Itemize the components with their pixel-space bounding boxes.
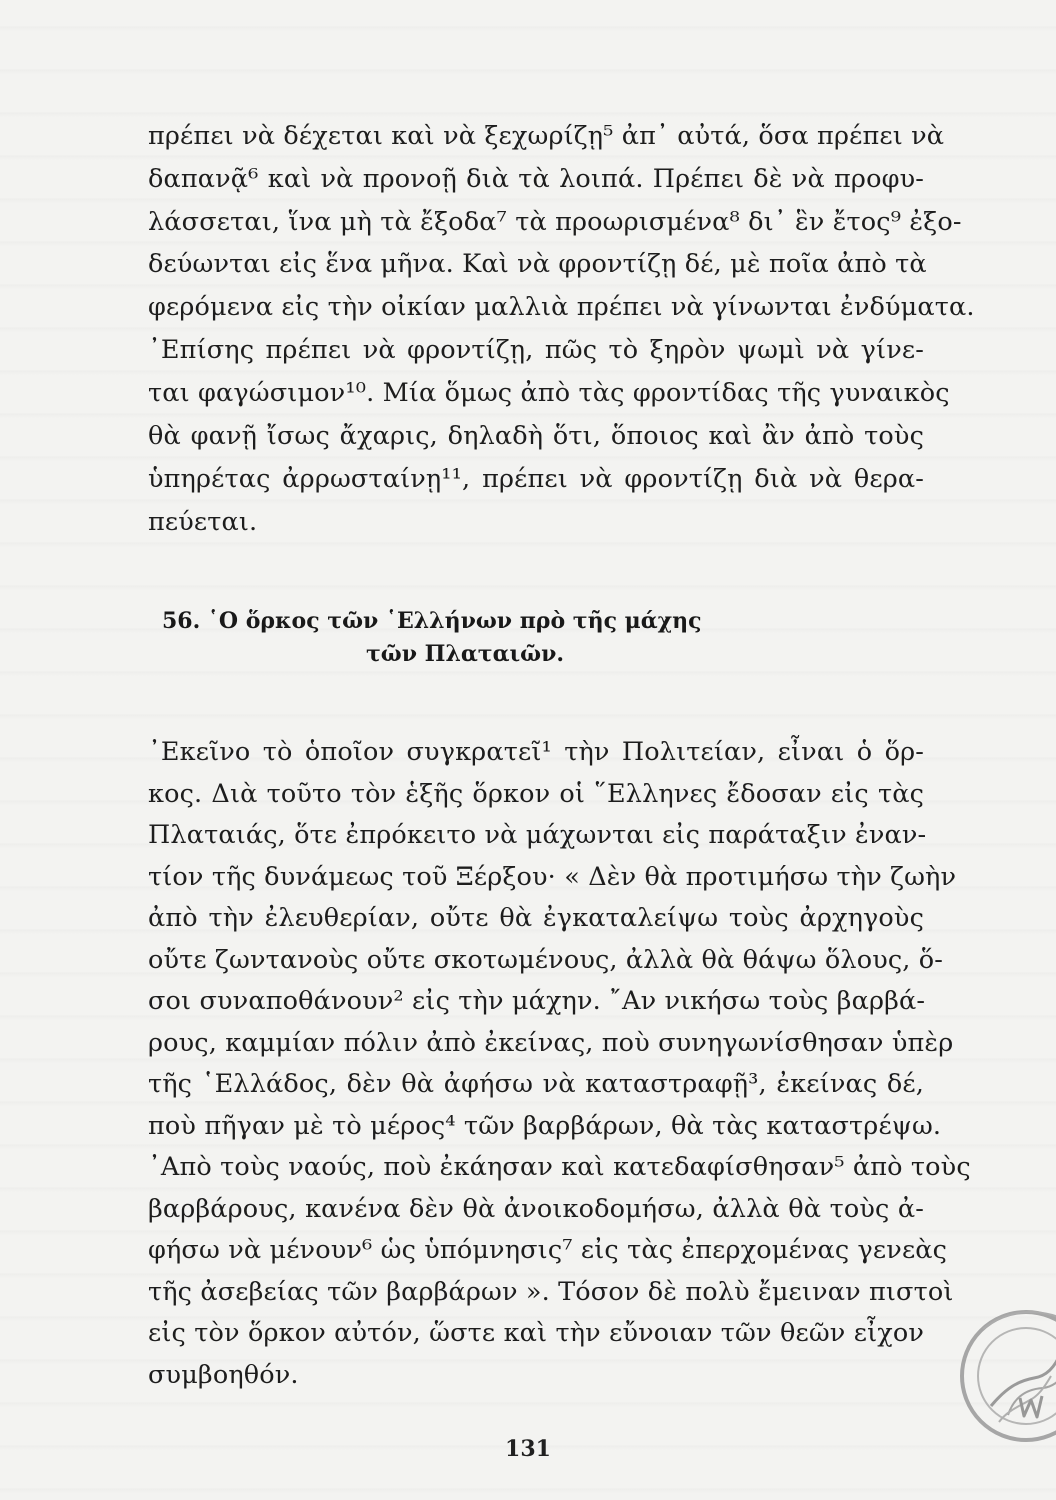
paragraph-line: ρους, καμμίαν πόλιν ἀπὸ ἐκείνας, ποὺ συνηγωνίσθησαν ὑπὲρ	[148, 1028, 954, 1058]
paragraph-line: ᾽Εκεῖνο τὸ ὁποῖον συγκρατεῖ¹ τὴν Πολιτείαν, εἶναι ὁ ὅρ-	[148, 737, 924, 767]
paragraph-line: τίον τῆς δυνάμεως τοῦ Ξέρξου· « Δὲν θὰ προτιμήσω τὴν ζωὴν	[148, 862, 957, 892]
paragraph-line: ἀπὸ τὴν ἐλευθερίαν, οὔτε θὰ ἐγκαταλείψω τοὺς ἀρχηγοὺς	[148, 903, 924, 933]
paragraph-line: ᾽Απὸ τοὺς ναούς, ποὺ ἐκάησαν καὶ κατεδαφίσθησαν⁵ ἀπὸ τοὺς	[148, 1152, 971, 1182]
paragraph-line: ὑπηρέτας ἀρρωσταίνῃ¹¹, πρέπει νὰ φροντίζῃ διὰ νὰ θερα-	[148, 464, 924, 494]
paragraph-line: συμβοηθόν.	[148, 1360, 299, 1390]
paragraph-line: πρέπει νὰ δέχεται καὶ νὰ ξεχωρίζῃ⁵ ἀπ᾽ αὐτά, ὅσα πρέπει νὰ	[148, 121, 945, 151]
paragraph-line: κος. Διὰ τοῦτο τὸν ἑξῆς ὅρκον οἱ ῞Ελληνες ἔδοσαν εἰς τὰς	[148, 779, 924, 809]
paragraph-line: ᾽Επίσης πρέπει νὰ φροντίζῃ, πῶς τὸ ξηρὸν ψωμὶ νὰ γίνε-	[148, 335, 924, 365]
paragraph-line: σοι συναποθάνουν² εἰς τὴν μάχην. ῎Αν νικήσω τοὺς βαρβά-	[148, 986, 926, 1016]
paragraph-line: τῆς ἀσεβείας τῶν βαρβάρων ». Τόσον δὲ πολὺ ἔμειναν πιστοὶ	[148, 1277, 954, 1307]
paragraph-line: θὰ φανῇ ἴσως ἄχαρις, δηλαδὴ ὅτι, ὅποιος καὶ ἂν ἀπὸ τοὺς	[148, 421, 924, 451]
page-number: 131	[505, 1436, 551, 1462]
paragraph-line: τῆς ῾Ελλάδος, δὲν θὰ ἀφήσω νὰ καταστραφῇ³, ἐκείνας δέ,	[148, 1069, 924, 1099]
section-heading-line-1: 56. ῾Ο ὅρκος τῶν ῾Ελλήνων πρὸ τῆς μάχης	[162, 608, 702, 634]
paragraph-line: ται φαγώσιμον¹⁰. Μία ὅμως ἀπὸ τὰς φροντίδας τῆς γυναικὸς	[148, 378, 950, 408]
paragraph-line: δαπανᾷ⁶ καὶ νὰ προνοῇ διὰ τὰ λοιπά. Πρέπει δὲ νὰ προφυ-	[148, 164, 924, 194]
paragraph-line: φήσω νὰ μένουν⁶ ὡς ὑπόμνησις⁷ εἰς τὰς ἐπερχομένας γενεὰς	[148, 1235, 948, 1265]
library-stamp-icon	[940, 1292, 1056, 1462]
paragraph-line: λάσσεται, ἵνα μὴ τὰ ἔξοδα⁷ τὰ προωρισμένα⁸ δι᾽ ἓν ἔτος⁹ ἐξο-	[148, 207, 962, 237]
paragraph-line: πεύεται.	[148, 507, 258, 537]
paragraph-line: Πλαταιάς, ὅτε ἐπρόκειτο νὰ μάχωνται εἰς παράταξιν ἐναν-	[148, 820, 927, 850]
section-heading-line-2: τῶν Πλαταιῶν.	[366, 641, 565, 667]
paragraph-line: φερόμενα εἰς τὴν οἰκίαν μαλλιὰ πρέπει νὰ γίνωνται ἐνδύματα.	[148, 292, 975, 322]
paragraph-line: ποὺ πῆγαν μὲ τὸ μέρος⁴ τῶν βαρβάρων, θὰ τὰς καταστρέψω.	[148, 1111, 942, 1141]
paragraph-line: οὔτε ζωντανοὺς οὔτε σκοτωμένους, ἀλλὰ θὰ θάψω ὅλους, ὅ-	[148, 945, 944, 975]
paragraph-line: βαρβάρους, κανένα δὲν θὰ ἀνοικοδομήσω, ἀλλὰ θὰ τοὺς ἀ-	[148, 1194, 924, 1224]
paragraph-line: δεύωνται εἰς ἕνα μῆνα. Καὶ νὰ φροντίζῃ δέ, μὲ ποῖα ἀπὸ τὰ	[148, 249, 927, 279]
paragraph-line: εἰς τὸν ὅρκον αὐτόν, ὥστε καὶ τὴν εὔνοιαν τῶν θεῶν εἶχον	[148, 1318, 924, 1348]
